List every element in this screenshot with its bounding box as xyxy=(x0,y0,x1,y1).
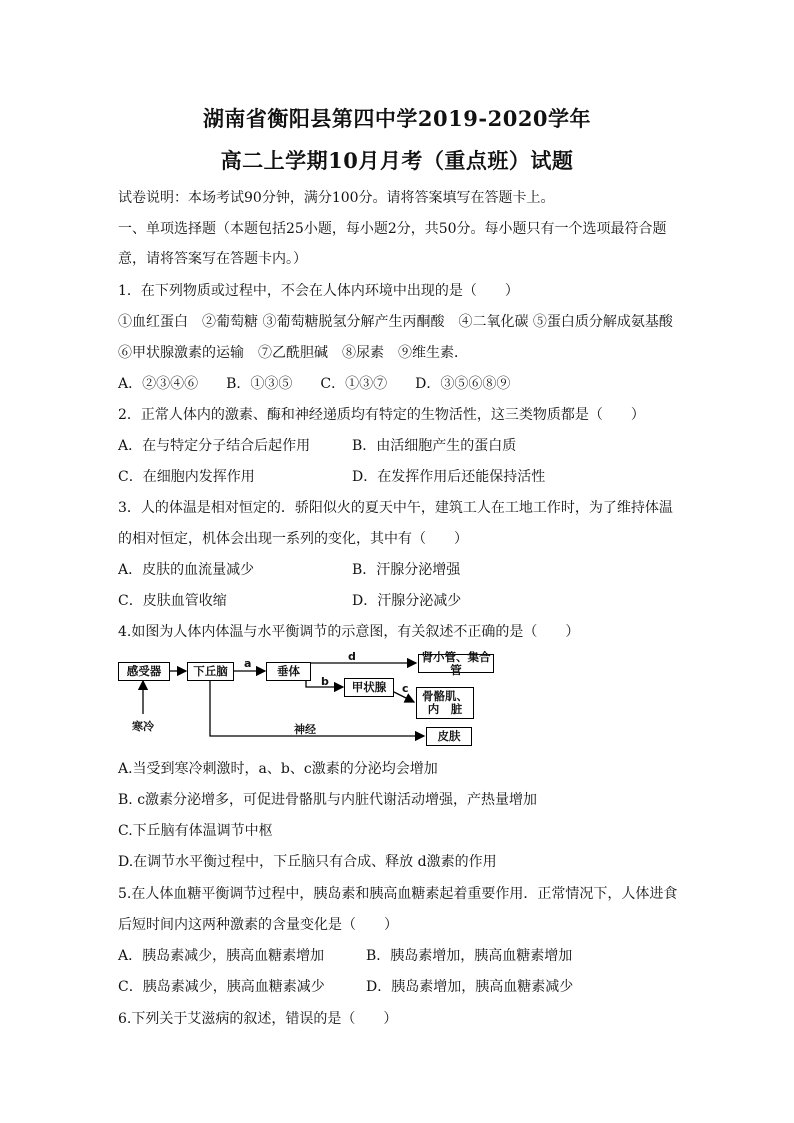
q3-option-c: C．皮肤血管收缩 xyxy=(118,593,227,609)
q6-stem: 6.下列关于艾滋病的叙述，错误的是（ ） xyxy=(118,1011,398,1027)
q1-items-line2: ⑥甲状腺激素的运输 ⑦乙酰胆碱 ⑧尿素 ⑨维生素． xyxy=(118,345,468,361)
hypothalamus-box: 下丘脑 xyxy=(187,662,234,681)
q5-option-b: B．胰岛素增加，胰高血糖素增加 xyxy=(366,948,573,964)
q1-items-line1: ①血红蛋白 ②葡萄糖 ③葡萄糖脱氢分解产生丙酮酸 ④二氧化碳 ⑤蛋白质分解成氨基酸 xyxy=(118,314,673,330)
receptor-box: 感受器 xyxy=(118,662,170,681)
q3-option-a: A．皮肤的血流量减少 xyxy=(118,562,255,578)
q2-option-b: B．由活细胞产生的蛋白质 xyxy=(352,438,517,454)
q4-stem: 4.如图为人体内体温与水平衡调节的示意图，有关叙述不正确的是（ ） xyxy=(118,624,580,640)
q2-stem: 2．正常人体内的激素、酶和神经递质均有特定的生物活性，这三类物质都是（ ） xyxy=(118,407,645,423)
section-heading-line1: 一、单项选择题（本题包括25小题，每小题2分，共50分。每小题只有一个选项最符合题 xyxy=(118,221,667,237)
skin-box: 皮肤 xyxy=(426,727,472,746)
nerve-label: 神经 xyxy=(294,723,316,736)
exam-subtitle: 高二上学期10月月考（重点班）试题 xyxy=(220,148,574,173)
q4-option-b: B. c激素分泌增多，可促进骨骼肌与内脏代谢活动增强，产热量增加 xyxy=(118,792,538,808)
kidney-box: 肾小管、集合管 xyxy=(418,654,494,673)
q4-option-c: C.下丘脑有体温调节中枢 xyxy=(118,823,273,839)
q4-option-a: A.当受到寒冷刺激时，a、b、c激素的分泌均会增加 xyxy=(118,761,438,777)
q5-option-d: D．胰岛素增加，胰高血糖素减少 xyxy=(366,979,574,995)
label-c: c xyxy=(402,682,409,695)
q1-options: A．②③④⑥ B．①③⑤ C．①③⑦ D．③⑤⑥⑧⑨ xyxy=(118,376,511,392)
q1-stem: 1．在下列物质或过程中，不会在人体内环境中出现的是（ ） xyxy=(118,283,519,299)
label-b: b xyxy=(321,675,329,688)
q2-option-d: D．在发挥作用后还能保持活性 xyxy=(352,469,546,485)
q5-option-c: C．胰岛素减少，胰高血糖素减少 xyxy=(118,979,325,995)
cold-label: 寒冷 xyxy=(132,720,154,733)
q2-option-c: C．在细胞内发挥作用 xyxy=(118,469,255,485)
pituitary-box: 垂体 xyxy=(266,662,311,681)
q3-stem-line1: 3．人的体温是相对恒定的．骄阳似火的夏天中午，建筑工人在工地工作时，为了维持体温 xyxy=(118,500,673,516)
q3-option-b: B．汗腺分泌增强 xyxy=(352,562,461,578)
label-a: a xyxy=(244,657,252,670)
regulation-diagram xyxy=(116,649,496,746)
thyroid-box: 甲状腺 xyxy=(344,678,394,697)
q3-option-d: D．汗腺分泌减少 xyxy=(352,593,462,609)
muscle-organ-box: 骨骼肌、 内 脏 xyxy=(416,687,474,719)
q2-option-a: A．在与特定分子结合后起作用 xyxy=(118,438,311,454)
q5-stem-line2: 后短时间内这两种激素的含量变化是（ ） xyxy=(118,917,398,933)
q3-stem-line2: 的相对恒定，机体会出现一系列的变化，其中有（ ） xyxy=(118,531,468,547)
exam-note: 试卷说明：本场考试90分钟，满分100分。请将答案填写在答题卡上。 xyxy=(118,190,555,206)
q4-option-d: D.在调节水平衡过程中，下丘脑只有合成、释放 d激素的作用 xyxy=(118,854,497,870)
q5-stem-line1: 5.在人体血糖平衡调节过程中，胰岛素和胰高血糖素起着重要作用．正常情况下，人体进食 xyxy=(118,886,678,902)
section-heading-line2: 意，请将答案写在答题卡内。） xyxy=(118,251,307,267)
label-d: d xyxy=(348,650,356,663)
q5-option-a: A．胰岛素减少，胰高血糖素增加 xyxy=(118,948,325,964)
exam-title: 湖南省衡阳县第四中学2019-2020学年 xyxy=(202,106,592,131)
